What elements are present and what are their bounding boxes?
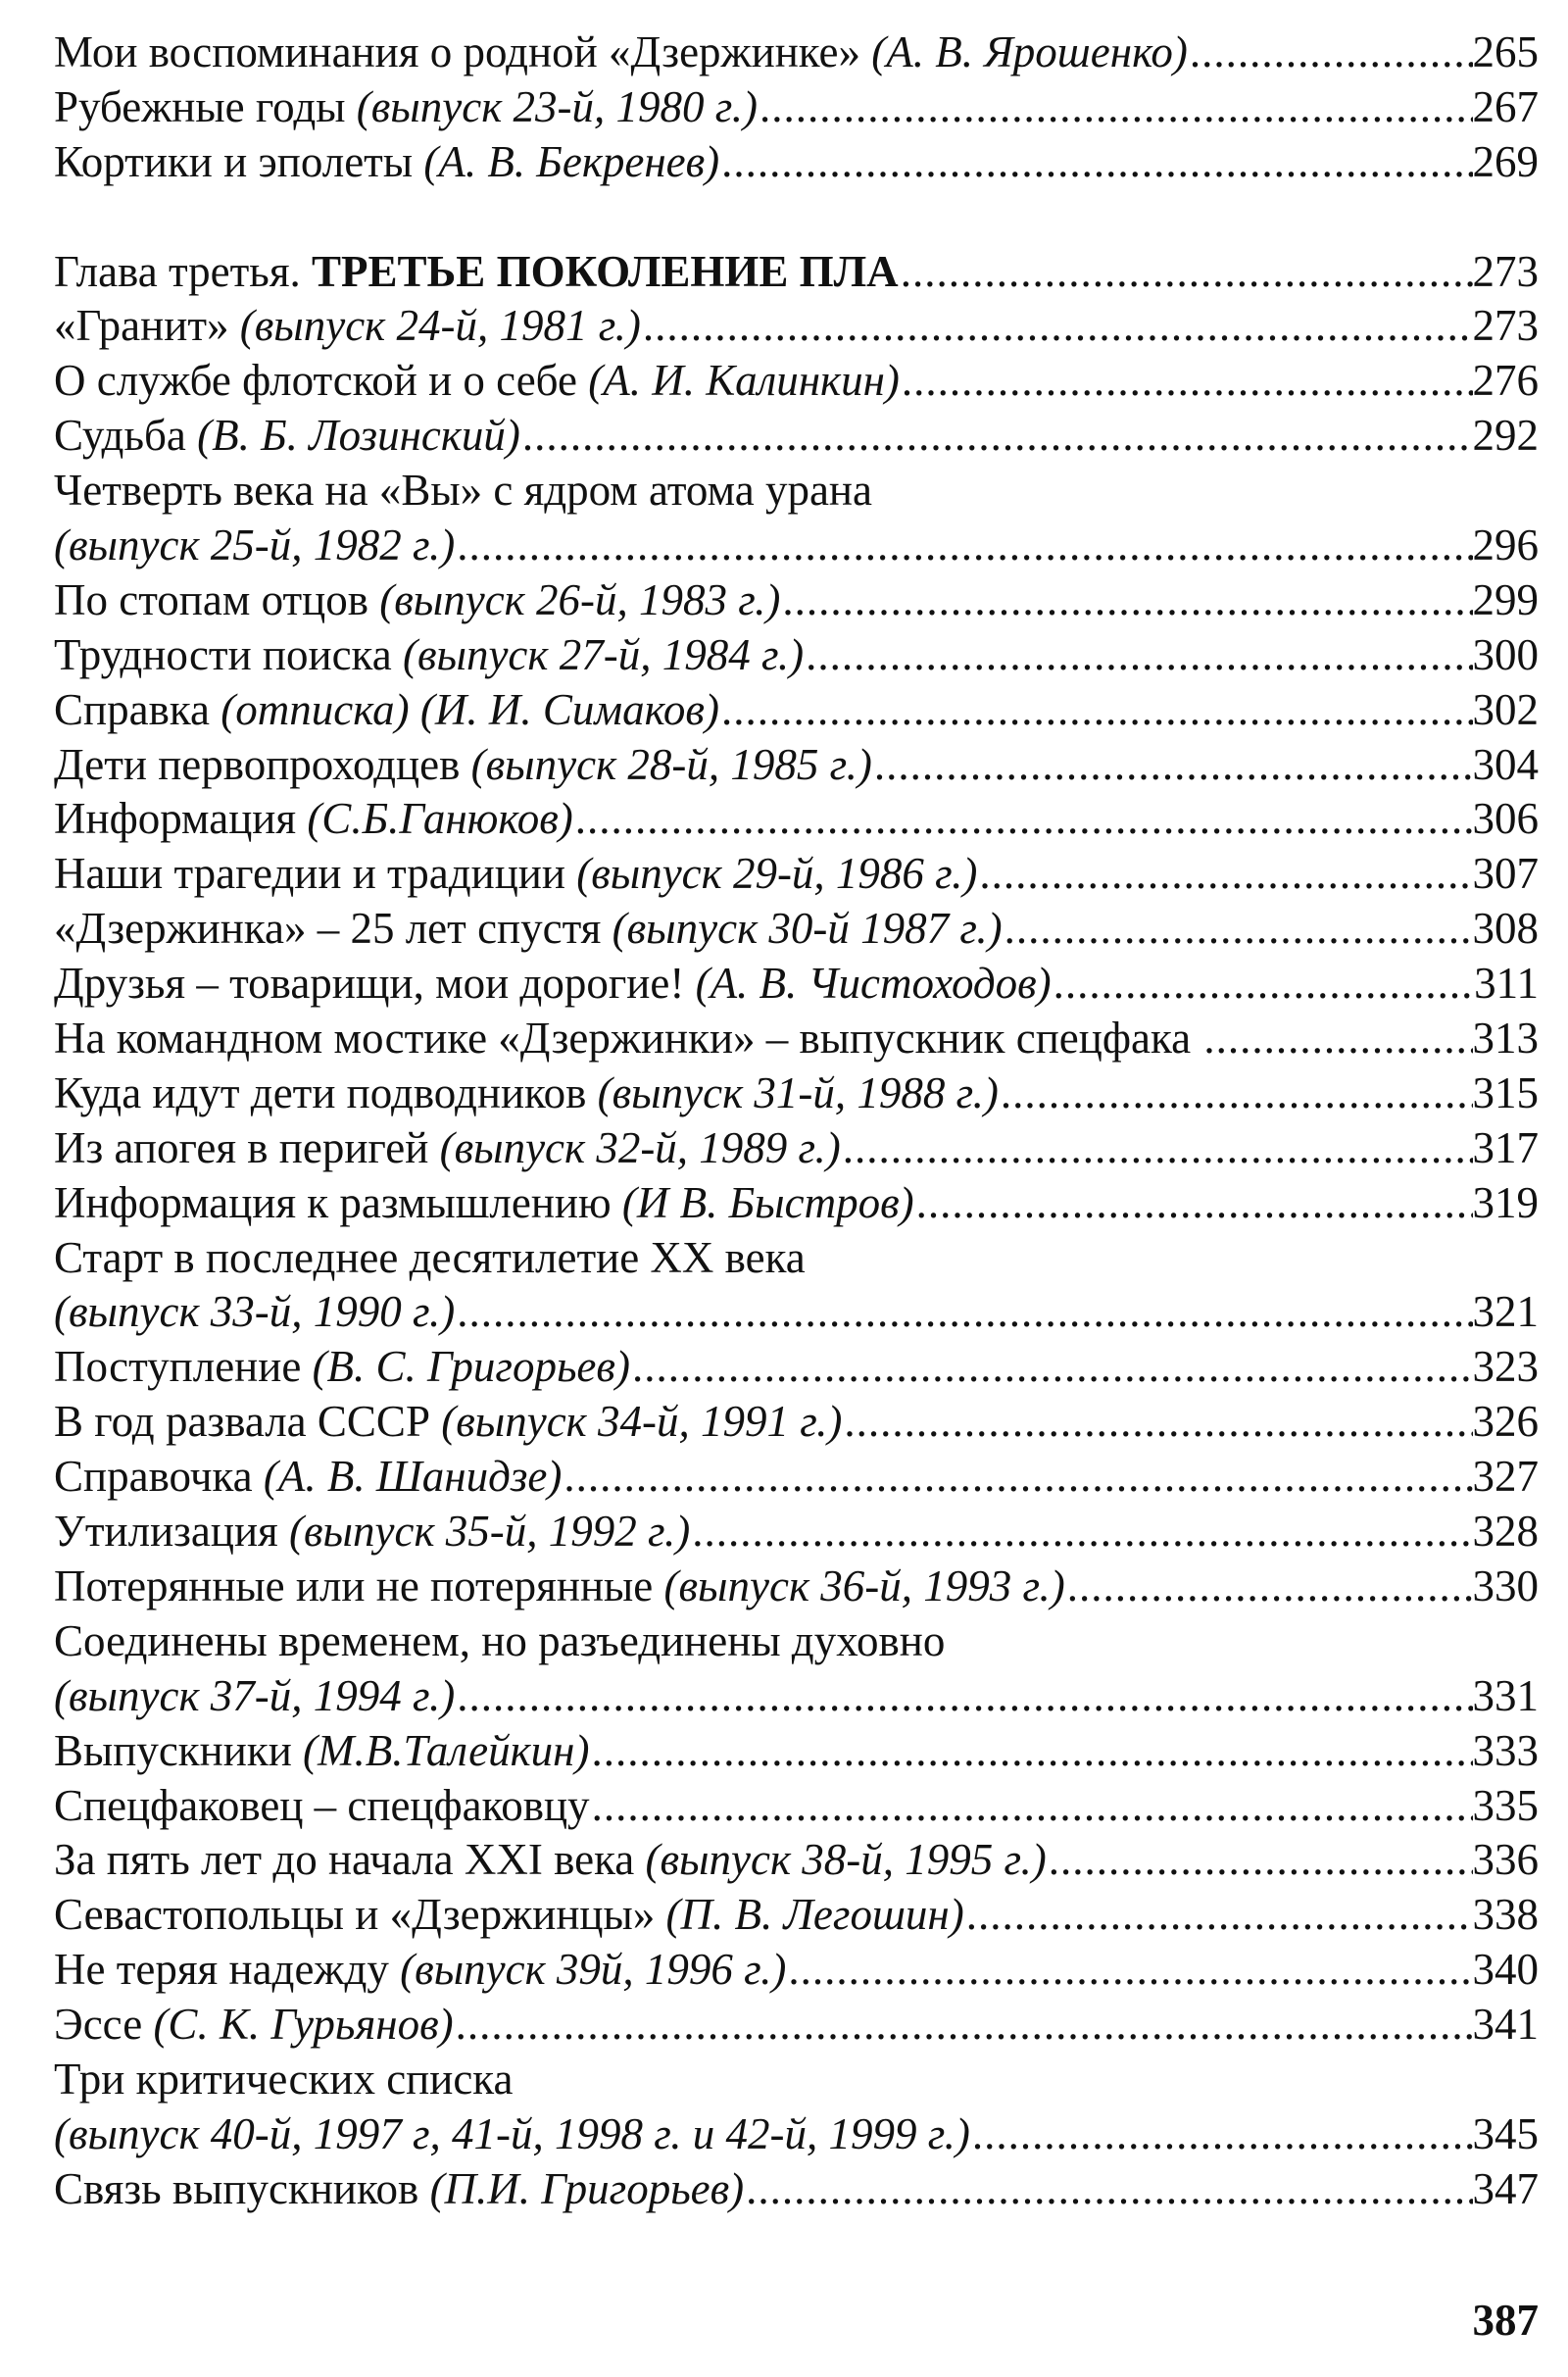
dot-leader: [744, 2162, 1472, 2217]
toc-entry: [54, 80, 1539, 135]
toc-entry: [54, 573, 1539, 628]
toc-entry: [54, 1669, 1539, 1724]
toc-page-number: 323: [1472, 1342, 1539, 1392]
toc-entry-author: (В. С. Григорьев): [312, 1342, 630, 1392]
toc-page-number: 333: [1472, 1725, 1539, 1775]
toc-entry: [54, 1450, 1539, 1505]
toc-entry-author: (выпуск 25-й, 1982 г.): [54, 520, 456, 570]
toc-entry-title: Справка: [54, 684, 221, 734]
toc-entry: [54, 1943, 1539, 1998]
toc-page-number: 330: [1472, 1560, 1539, 1610]
toc-entry-author: (выпуск 29-й, 1986 г.): [576, 849, 978, 899]
toc-entry-author: (выпуск 34-й, 1991 г.): [441, 1397, 843, 1447]
toc-page-number: 306: [1472, 794, 1539, 844]
toc-entry: [54, 792, 1539, 847]
toc-entry-title: Спецфаковец – спецфаковцу: [54, 1780, 590, 1830]
dot-leader: [1003, 902, 1473, 957]
toc-entry-author: (А. В. Шанидзе): [263, 1452, 563, 1502]
toc-entry-title: Потерянные или не потерянные: [54, 1560, 664, 1610]
toc-entry-title: Справочка: [54, 1452, 264, 1502]
toc-entry: [54, 135, 1539, 190]
toc-entry-title: Выпускники: [54, 1725, 304, 1775]
toc-page-number: 265: [1472, 27, 1539, 76]
toc-entry-author: (И В. Быстров): [621, 1177, 914, 1227]
toc-page-number: 315: [1472, 1067, 1539, 1117]
toc-entry-title: На командном мостике «Дзержинки» – выпускник спецфака: [54, 1014, 1202, 1064]
toc-entry: [54, 409, 1539, 464]
toc-entry-title: Друзья – товарищи, мои дорогие!: [54, 959, 696, 1009]
toc-entry-author: (М.В.Талейкин): [303, 1725, 590, 1775]
toc-entry: [54, 628, 1539, 683]
dot-leader: [999, 1066, 1473, 1121]
toc-entry-author: (В. Б. Лозинский): [197, 411, 520, 461]
toc-entry: [54, 2107, 1539, 2162]
toc-page-number: 292: [1472, 411, 1539, 461]
toc-page-number: 299: [1472, 574, 1539, 624]
toc-entry-author: (выпуск 23-й, 1980 г.): [356, 81, 758, 131]
toc-entry-author: (выпуск 40-й, 1997 г, 41-й, 1998 г. и 42-й, 1999 г.): [54, 2108, 970, 2158]
toc-entry-author: (выпуск 39й, 1996 г.): [400, 1945, 787, 1995]
toc-entry-title: Мои воспоминания о родной «Дзержинке»: [54, 27, 872, 76]
toc-entry-title: Поступление: [54, 1342, 313, 1392]
toc-entry-title: Четверть века на «Вы» с ядром атома урана: [54, 466, 872, 516]
dot-leader: [1188, 25, 1473, 80]
toc-entry: [54, 299, 1539, 354]
toc-page-number: 276: [1472, 356, 1539, 406]
toc-entry: [54, 519, 1539, 573]
toc-entry-title: Эссе: [54, 2000, 154, 2050]
toc-page-number: 311: [1474, 959, 1539, 1009]
toc-page-number: 336: [1472, 1835, 1539, 1885]
toc-entry-author: (П.И. Григорьев): [429, 2163, 745, 2213]
toc-entry: [54, 1833, 1539, 1888]
toc-entry-title: Севастопольцы и «Дзержинцы»: [54, 1890, 666, 1940]
toc-entry-title: Связь выпускников: [54, 2163, 430, 2213]
dot-leader: [719, 683, 1473, 738]
toc-page-number: 331: [1472, 1670, 1539, 1720]
toc-entry-author: (выпуск 38-й, 1995 г.): [645, 1835, 1047, 1885]
toc-page-number: 328: [1472, 1507, 1539, 1557]
toc-entry: [54, 1176, 1539, 1231]
toc-page-number: 313: [1472, 1014, 1539, 1064]
toc-chapter-title: ТРЕТЬЕ ПОКОЛЕНИЕ ПЛА: [312, 246, 899, 296]
toc-entry-title: Не теряя надежду: [54, 1945, 401, 1995]
toc-entry: [54, 245, 1539, 300]
dot-leader: [1047, 1833, 1473, 1888]
toc-entry: [54, 1285, 1539, 1340]
toc-page-number: 300: [1472, 629, 1539, 679]
dot-leader: [719, 135, 1472, 190]
toc-page-number: 296: [1472, 520, 1539, 570]
toc-entry: [54, 1340, 1539, 1395]
toc-entry-title: О службе флотской и о себе: [54, 356, 589, 406]
dot-leader: [842, 1395, 1472, 1450]
toc-entry-title: Дети первопроходцев: [54, 739, 471, 789]
dot-leader: [590, 1779, 1473, 1834]
toc-entry-author: (С. К. Гурьянов): [153, 2000, 454, 2050]
toc-page-number: 307: [1472, 849, 1539, 899]
toc-entry-title: Кортики и эполеты: [54, 136, 424, 186]
toc-entry: [54, 1779, 1539, 1834]
toc-entry-title: Глава третья.: [54, 246, 313, 296]
dot-leader: [899, 245, 1473, 300]
toc-entry-author: (выпуск 27-й, 1984 г.): [402, 629, 805, 679]
toc-page-number: 304: [1472, 739, 1539, 789]
toc-entry-title: Трудности поиска: [54, 629, 403, 679]
toc-page-number: 267: [1472, 81, 1539, 131]
toc-entry: [54, 1888, 1539, 1943]
toc-entry: [54, 464, 1539, 519]
toc-entry-title: Рубежные годы: [54, 81, 357, 131]
toc-entry: [54, 1560, 1539, 1614]
toc-page-number: 302: [1472, 684, 1539, 734]
toc-entry-author: (выпуск 35-й, 1992 г.): [289, 1507, 691, 1557]
toc-entry: [54, 1998, 1539, 2053]
toc-page-number: 273: [1472, 246, 1539, 296]
dot-leader: [1201, 1012, 1472, 1066]
dot-leader: [780, 573, 1472, 628]
toc-entry-title: Утилизация: [54, 1507, 290, 1557]
toc-entry-author: (выпуск 26-й, 1983 г.): [379, 574, 781, 624]
toc-page-number: 317: [1472, 1122, 1539, 1172]
dot-leader: [1052, 957, 1475, 1012]
dot-leader: [454, 1998, 1473, 2053]
dot-leader: [964, 1888, 1473, 1943]
toc-entry-author: (А. В. Ярошенко): [871, 27, 1188, 76]
toc-page-number: 345: [1472, 2108, 1539, 2158]
toc-entry-author: (выпуск 33-й, 1990 г.): [54, 1287, 456, 1337]
toc-entry-title: Из апогея в перигей: [54, 1122, 440, 1172]
dot-leader: [970, 2107, 1473, 2162]
toc-entry-title: В год развала СССР: [54, 1397, 442, 1447]
toc-entry: [54, 1395, 1539, 1450]
dot-leader: [455, 1669, 1472, 1724]
toc-entry-title: За пять лет до начала XXI века: [54, 1835, 646, 1885]
toc-page-number: 321: [1472, 1287, 1539, 1337]
dot-leader: [455, 519, 1472, 573]
toc-entry-title: Соединены временем, но разъединены духовно: [54, 1615, 946, 1665]
dot-leader: [690, 1505, 1472, 1560]
toc-entry: [54, 1231, 1539, 1286]
toc-page-number: 269: [1472, 136, 1539, 186]
toc-entry-author: (П. В. Легошин): [665, 1890, 964, 1940]
toc-entry-title: Три критических списка: [54, 2054, 514, 2104]
toc-entry-title: «Дзержинка» – 25 лет спустя: [54, 904, 612, 954]
toc-entry-author: (выпуск 28-й, 1985 г.): [470, 739, 872, 789]
toc-page-number: 341: [1472, 2000, 1539, 2050]
toc-entry: [54, 2053, 1539, 2107]
toc-entry: [54, 354, 1539, 409]
toc-entry: [54, 1066, 1539, 1121]
dot-leader: [630, 1340, 1473, 1395]
toc-page-number: 273: [1472, 301, 1539, 351]
toc-entry: [54, 738, 1539, 793]
dot-leader: [977, 847, 1472, 902]
table-of-contents: [54, 25, 1539, 2217]
toc-entry-author: (С.Б.Ганюков): [307, 794, 573, 844]
dot-leader: [841, 1121, 1473, 1176]
toc-entry-author: (выпуск 30-й 1987 г.): [612, 904, 1003, 954]
toc-page-number: 308: [1472, 904, 1539, 954]
toc-page-number: 327: [1472, 1452, 1539, 1502]
dot-leader: [589, 1724, 1472, 1779]
toc-entry-author: (А. И. Калинкин): [588, 356, 900, 406]
toc-entry-author: (А. В. Бекренев): [423, 136, 720, 186]
toc-page-number: 338: [1472, 1890, 1539, 1940]
toc-entry-author: (отписка) (И. И. Симаков): [220, 684, 719, 734]
page-number: 387: [1472, 2296, 1539, 2345]
toc-entry-title: Куда идут дети подводников: [54, 1067, 598, 1117]
toc-entry-title: Судьба: [54, 411, 198, 461]
toc-entry-author: (выпуск 37-й, 1994 г.): [54, 1670, 456, 1720]
toc-entry: [54, 957, 1539, 1012]
toc-entry: [54, 902, 1539, 957]
dot-leader: [641, 299, 1473, 354]
toc-entry-title: «Гранит»: [54, 301, 240, 351]
toc-entry-author: (выпуск 36-й, 1993 г.): [663, 1560, 1065, 1610]
toc-page-number: 340: [1472, 1945, 1539, 1995]
dot-leader: [804, 628, 1472, 683]
toc-entry-title: Старт в последнее десятилетие XX века: [54, 1232, 806, 1282]
dot-leader: [900, 354, 1473, 409]
toc-entry: [54, 1724, 1539, 1779]
dot-leader: [872, 738, 1473, 793]
toc-entry-author: (выпуск 24-й, 1981 г.): [239, 301, 641, 351]
toc-page-number: 335: [1472, 1780, 1539, 1830]
toc-entry: [54, 1505, 1539, 1560]
toc-entry: [54, 2162, 1539, 2217]
dot-leader: [786, 1943, 1472, 1998]
toc-entry-author: (выпуск 31-й, 1988 г.): [597, 1067, 999, 1117]
toc-entry-author: (А. В. Чистоходов): [695, 959, 1052, 1009]
dot-leader: [758, 80, 1473, 135]
dot-leader: [573, 792, 1473, 847]
toc-entry: [54, 1121, 1539, 1176]
dot-leader: [914, 1176, 1473, 1231]
toc-entry: [54, 1614, 1539, 1669]
dot-leader: [1065, 1560, 1473, 1614]
toc-entry: [54, 1012, 1539, 1066]
toc-entry: [54, 683, 1539, 738]
toc-entry: [54, 847, 1539, 902]
toc-entry-author: (выпуск 32-й, 1989 г.): [439, 1122, 841, 1172]
toc-entry-title: Наши трагедии и традиции: [54, 849, 577, 899]
toc-page-number: 319: [1472, 1177, 1539, 1227]
toc-entry-title: По стопам отцов: [54, 574, 380, 624]
dot-leader: [455, 1285, 1472, 1340]
toc-entry-title: Информация: [54, 794, 308, 844]
toc-entry: [54, 25, 1539, 80]
toc-page-number: 347: [1472, 2163, 1539, 2213]
dot-leader: [520, 409, 1473, 464]
toc-entry-title: Информация к размышлению: [54, 1177, 622, 1227]
dot-leader: [562, 1450, 1472, 1505]
toc-page-number: 326: [1472, 1397, 1539, 1447]
